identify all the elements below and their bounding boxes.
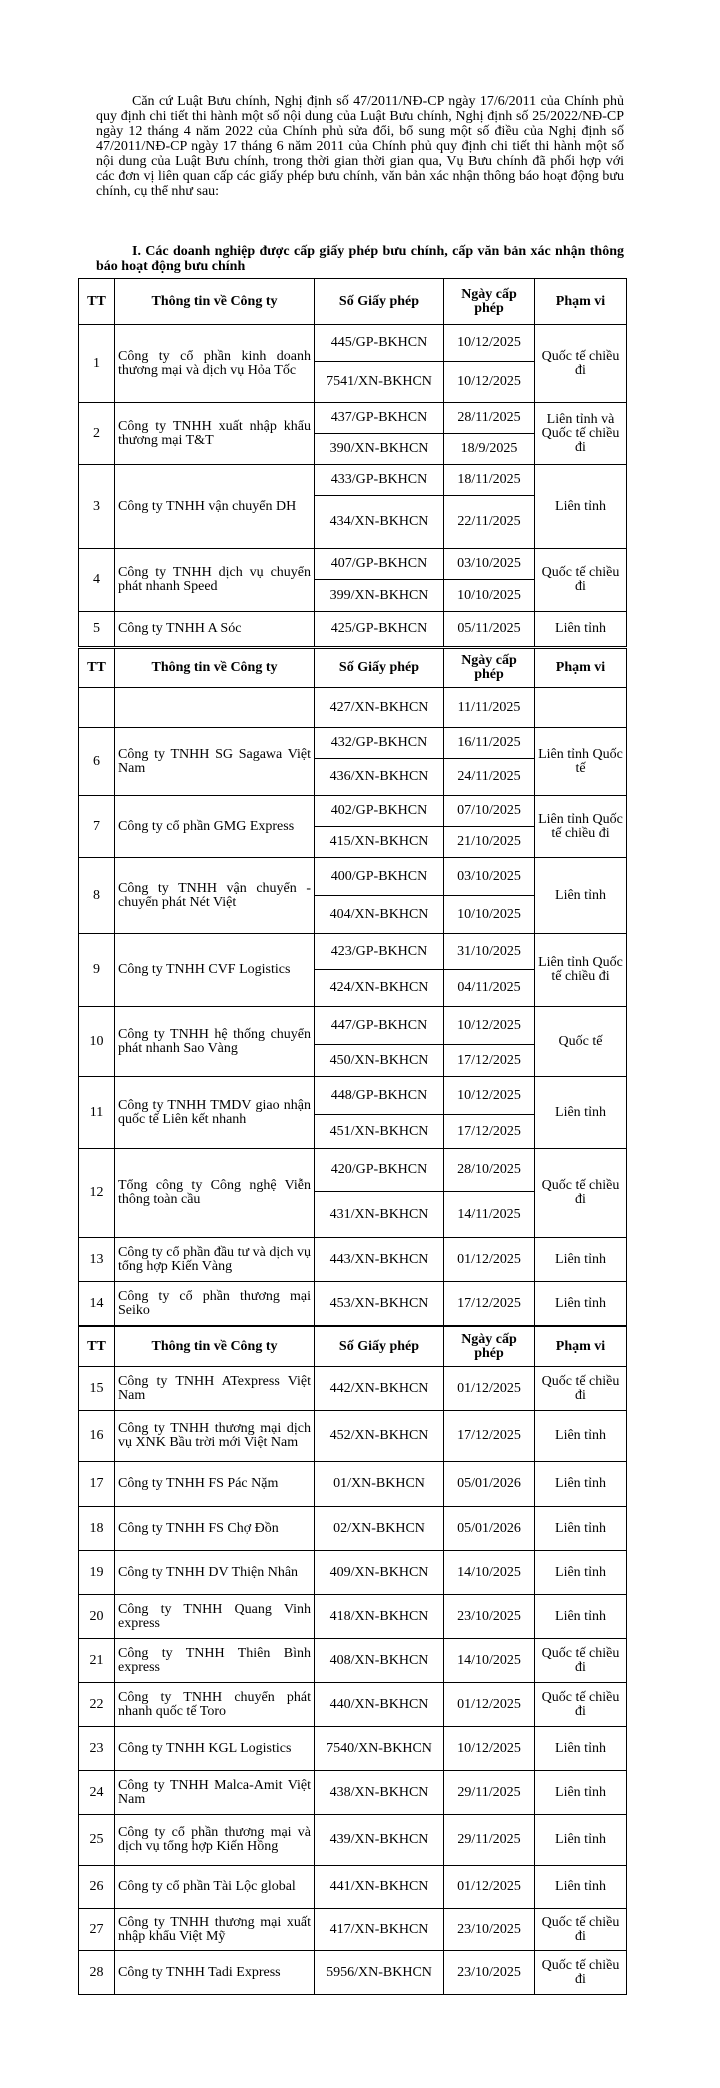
company-name: Tổng công ty Công nghệ Viễn thông toàn cầu — [115, 1149, 315, 1238]
license-number: 408/XN-BKHCN — [315, 1639, 444, 1683]
company-name: Công ty TNHH Malca-Amit Việt Nam — [115, 1771, 315, 1815]
scope: Liên tỉnh và Quốc tế chiều đi — [535, 403, 627, 465]
scope — [535, 688, 627, 728]
scope: Liên tỉnh — [535, 1866, 627, 1909]
table-row — [79, 1771, 627, 1815]
table-header-row — [79, 279, 627, 325]
company-name: Công ty TNHH chuyển phát nhanh quốc tế Toro — [115, 1683, 315, 1727]
company-name: Công ty TNHH ATexpress Việt Nam — [115, 1367, 315, 1411]
row-number: 22 — [79, 1683, 115, 1727]
license-number: 404/XN-BKHCN — [315, 896, 444, 934]
issue-date: 01/12/2025 — [444, 1367, 535, 1411]
table-row — [79, 612, 627, 647]
company-name: Công ty TNHH DV Thiện Nhân — [115, 1551, 315, 1595]
license-number: 436/XN-BKHCN — [315, 759, 444, 796]
license-number: 415/XN-BKHCN — [315, 827, 444, 858]
license-number: 424/XN-BKHCN — [315, 970, 444, 1007]
table-row — [79, 1866, 627, 1909]
company-name: Công ty TNHH CVF Logistics — [115, 934, 315, 1007]
issue-date: 18/11/2025 — [444, 465, 535, 496]
scope: Liên tỉnh — [535, 858, 627, 934]
row-number: 3 — [79, 465, 115, 549]
issue-date: 23/10/2025 — [444, 1595, 535, 1639]
header-scope: Phạm vi — [535, 279, 627, 325]
table-row — [79, 1149, 627, 1192]
scope: Liên tỉnh Quốc tế — [535, 728, 627, 796]
table-row — [79, 1507, 627, 1551]
issue-date: 11/11/2025 — [444, 688, 535, 728]
license-number: 431/XN-BKHCN — [315, 1192, 444, 1238]
table-row — [79, 796, 627, 827]
license-number: 7540/XN-BKHCN — [315, 1727, 444, 1771]
license-number: 7541/XN-BKHCN — [315, 362, 444, 403]
company-name: Công ty TNHH A Sóc — [115, 612, 315, 647]
license-table — [78, 648, 627, 1326]
scope: Liên tỉnh — [535, 1282, 627, 1326]
row-number: 1 — [79, 325, 115, 403]
license-number: 01/XN-BKHCN — [315, 1462, 444, 1507]
row-number: 20 — [79, 1595, 115, 1639]
license-number: 447/GP-BKHCN — [315, 1007, 444, 1045]
license-number: 440/XN-BKHCN — [315, 1683, 444, 1727]
issue-date: 10/12/2025 — [444, 1727, 535, 1771]
license-number: 443/XN-BKHCN — [315, 1238, 444, 1282]
issue-date: 16/11/2025 — [444, 728, 535, 759]
header-date: Ngày cấp phép — [444, 1327, 535, 1367]
issue-date: 21/10/2025 — [444, 827, 535, 858]
license-number: 417/XN-BKHCN — [315, 1909, 444, 1951]
license-number: 451/XN-BKHCN — [315, 1115, 444, 1149]
license-number: 423/GP-BKHCN — [315, 934, 444, 970]
header-scope: Phạm vi — [535, 1327, 627, 1367]
issue-date: 14/10/2025 — [444, 1551, 535, 1595]
table-row — [79, 1551, 627, 1595]
row-number: 9 — [79, 934, 115, 1007]
scope: Liên tỉnh — [535, 1727, 627, 1771]
table-row — [79, 549, 627, 580]
table-row — [79, 1595, 627, 1639]
row-number: 12 — [79, 1149, 115, 1238]
issue-date: 17/12/2025 — [444, 1045, 535, 1077]
company-name: Công ty TNHH hệ thống chuyển phát nhanh Sao Vàng — [115, 1007, 315, 1077]
scope: Liên tỉnh — [535, 1411, 627, 1462]
scope: Quốc tế — [535, 1007, 627, 1077]
row-number — [79, 688, 115, 728]
row-number: 4 — [79, 549, 115, 612]
table-row — [79, 1462, 627, 1507]
row-number: 11 — [79, 1077, 115, 1149]
company-name: Công ty TNHH xuất nhập khẩu thương mại T&T — [115, 403, 315, 465]
license-number: 452/XN-BKHCN — [315, 1411, 444, 1462]
company-name: Công ty TNHH Tadi Express — [115, 1951, 315, 1995]
company-name: Công ty TNHH Thiên Bình express — [115, 1639, 315, 1683]
license-number: 441/XN-BKHCN — [315, 1866, 444, 1909]
company-name — [115, 688, 315, 728]
table-row — [79, 934, 627, 970]
header-license: Số Giấy phép — [315, 649, 444, 688]
company-name: Công ty TNHH SG Sagawa Việt Nam — [115, 728, 315, 796]
row-number: 25 — [79, 1815, 115, 1866]
issue-date: 04/11/2025 — [444, 970, 535, 1007]
table-row — [79, 465, 627, 496]
table-row — [79, 1683, 627, 1727]
row-number: 28 — [79, 1951, 115, 1995]
row-number: 8 — [79, 858, 115, 934]
scope: Liên tỉnh — [535, 465, 627, 549]
scope: Liên tỉnh — [535, 1238, 627, 1282]
issue-date: 17/12/2025 — [444, 1411, 535, 1462]
license-number: 390/XN-BKHCN — [315, 434, 444, 465]
scope: Liên tỉnh — [535, 1462, 627, 1507]
scope: Liên tỉnh Quốc tế chiều đi — [535, 934, 627, 1007]
row-number: 16 — [79, 1411, 115, 1462]
issue-date: 23/10/2025 — [444, 1951, 535, 1995]
row-number: 17 — [79, 1462, 115, 1507]
company-name: Công ty TNHH vận chuyển - chuyển phát Nét Việt — [115, 858, 315, 934]
scope: Liên tỉnh — [535, 1595, 627, 1639]
scope: Liên tỉnh — [535, 1815, 627, 1866]
license-number: 399/XN-BKHCN — [315, 580, 444, 612]
company-name: Công ty TNHH TMDV giao nhận quốc tế Liên kết nhanh — [115, 1077, 315, 1149]
issue-date: 10/12/2025 — [444, 325, 535, 362]
scope: Liên tỉnh — [535, 612, 627, 647]
issue-date: 31/10/2025 — [444, 934, 535, 970]
license-number: 448/GP-BKHCN — [315, 1077, 444, 1115]
table-row — [79, 1077, 627, 1115]
intro-paragraph: Căn cứ Luật Bưu chính, Nghị định số 47/2011/NĐ-CP ngày 17/6/2011 của Chính phủ quy định chi tiết thi hành một số nội dung của Luật Bưu chính, Nghị định số 25/2022/NĐ-CP ngày 12 tháng 4 năm 2022 của Chính phủ sửa đổi, bổ sung một số điều của Nghị định số 47/2011/NĐ-CP ngày 17 tháng 6 năm 2011 của Chính phủ quy định chi tiết thi hành một số nội dung của Luật Bưu chính, trong thời gian thời gian qua, Vụ Bưu chính đã phối hợp với các đơn vị liên quan cấp các giấy phép bưu chính, văn bản xác nhận thông báo hoạt động bưu chính, cụ thể như sau: — [96, 94, 624, 199]
row-number: 26 — [79, 1866, 115, 1909]
scope: Quốc tế chiều đi — [535, 1909, 627, 1951]
row-number: 18 — [79, 1507, 115, 1551]
issue-date: 17/12/2025 — [444, 1115, 535, 1149]
license-number: 445/GP-BKHCN — [315, 325, 444, 362]
scope: Liên tỉnh — [535, 1551, 627, 1595]
row-number: 6 — [79, 728, 115, 796]
company-name: Công ty cổ phần kinh doanh thương mại và dịch vụ Hỏa Tốc — [115, 325, 315, 403]
license-number: 453/XN-BKHCN — [315, 1282, 444, 1326]
scope: Quốc tế chiều đi — [535, 549, 627, 612]
table-row — [79, 1909, 627, 1951]
scope: Liên tỉnh — [535, 1507, 627, 1551]
issue-date: 07/10/2025 — [444, 796, 535, 827]
company-name: Công ty TNHH KGL Logistics — [115, 1727, 315, 1771]
company-name: Công ty TNHH FS Pác Nặm — [115, 1462, 315, 1507]
license-number: 437/GP-BKHCN — [315, 403, 444, 434]
issue-date: 23/10/2025 — [444, 1909, 535, 1951]
license-table — [78, 1326, 627, 1995]
issue-date: 01/12/2025 — [444, 1683, 535, 1727]
license-number: 442/XN-BKHCN — [315, 1367, 444, 1411]
issue-date: 01/12/2025 — [444, 1866, 535, 1909]
header-tt: TT — [79, 279, 115, 325]
license-number: 02/XN-BKHCN — [315, 1507, 444, 1551]
scope: Quốc tế chiều đi — [535, 1683, 627, 1727]
company-name: Công ty cổ phần thương mại Seiko — [115, 1282, 315, 1326]
header-tt: TT — [79, 649, 115, 688]
header-license: Số Giấy phép — [315, 1327, 444, 1367]
company-name: Công ty TNHH thương mại dịch vụ XNK Bầu trời mới Việt Nam — [115, 1411, 315, 1462]
issue-date: 05/01/2026 — [444, 1507, 535, 1551]
table-row — [79, 1411, 627, 1462]
section-heading: I. Các doanh nghiệp được cấp giấy phép bưu chính, cấp văn bản xác nhận thông báo hoạt động bưu chính — [96, 244, 624, 274]
issue-date: 10/12/2025 — [444, 1077, 535, 1115]
table-row — [79, 1282, 627, 1326]
issue-date: 10/10/2025 — [444, 580, 535, 612]
company-name: Công ty TNHH thương mại xuất nhập khẩu Việt Mỹ — [115, 1909, 315, 1951]
scope: Quốc tế chiều đi — [535, 1149, 627, 1238]
license-number: 439/XN-BKHCN — [315, 1815, 444, 1866]
table-row — [79, 728, 627, 759]
license-number: 438/XN-BKHCN — [315, 1771, 444, 1815]
issue-date: 28/11/2025 — [444, 403, 535, 434]
row-number: 23 — [79, 1727, 115, 1771]
table-row — [79, 1951, 627, 1995]
row-number: 2 — [79, 403, 115, 465]
issue-date: 29/11/2025 — [444, 1771, 535, 1815]
issue-date: 14/10/2025 — [444, 1639, 535, 1683]
license-number: 433/GP-BKHCN — [315, 465, 444, 496]
table-row — [79, 1238, 627, 1282]
table-row — [79, 325, 627, 362]
license-number: 409/XN-BKHCN — [315, 1551, 444, 1595]
license-table — [78, 278, 627, 647]
license-number: 434/XN-BKHCN — [315, 496, 444, 549]
header-company: Thông tin về Công ty — [115, 649, 315, 688]
issue-date: 29/11/2025 — [444, 1815, 535, 1866]
license-number: 402/GP-BKHCN — [315, 796, 444, 827]
header-date: Ngày cấp phép — [444, 279, 535, 325]
header-license: Số Giấy phép — [315, 279, 444, 325]
scope: Liên tỉnh — [535, 1077, 627, 1149]
company-name: Công ty TNHH Quang Vinh express — [115, 1595, 315, 1639]
license-number: 420/GP-BKHCN — [315, 1149, 444, 1192]
license-number: 418/XN-BKHCN — [315, 1595, 444, 1639]
scope: Quốc tế chiều đi — [535, 325, 627, 403]
issue-date: 10/10/2025 — [444, 896, 535, 934]
issue-date: 24/11/2025 — [444, 759, 535, 796]
issue-date: 17/12/2025 — [444, 1282, 535, 1326]
row-number: 10 — [79, 1007, 115, 1077]
issue-date: 01/12/2025 — [444, 1238, 535, 1282]
table-row — [79, 1367, 627, 1411]
row-number: 21 — [79, 1639, 115, 1683]
table-header-row — [79, 649, 627, 688]
table-row — [79, 1639, 627, 1683]
issue-date: 28/10/2025 — [444, 1149, 535, 1192]
issue-date: 14/11/2025 — [444, 1192, 535, 1238]
license-number: 400/GP-BKHCN — [315, 858, 444, 896]
row-number: 27 — [79, 1909, 115, 1951]
company-name: Công ty TNHH FS Chợ Đồn — [115, 1507, 315, 1551]
scope: Quốc tế chiều đi — [535, 1639, 627, 1683]
issue-date: 18/9/2025 — [444, 434, 535, 465]
row-number: 7 — [79, 796, 115, 858]
license-number: 425/GP-BKHCN — [315, 612, 444, 647]
scope: Quốc tế chiều đi — [535, 1367, 627, 1411]
table-row — [79, 1727, 627, 1771]
scope: Liên tỉnh — [535, 1771, 627, 1815]
license-number: 427/XN-BKHCN — [315, 688, 444, 728]
license-number: 5956/XN-BKHCN — [315, 1951, 444, 1995]
table-row — [79, 1007, 627, 1045]
company-name: Công ty TNHH vận chuyển DH — [115, 465, 315, 549]
issue-date: 03/10/2025 — [444, 549, 535, 580]
scope: Liên tỉnh Quốc tế chiều đi — [535, 796, 627, 858]
issue-date: 05/01/2026 — [444, 1462, 535, 1507]
issue-date: 10/12/2025 — [444, 362, 535, 403]
table-row — [79, 688, 627, 728]
company-name: Công ty cổ phần thương mại và dịch vụ tổng hợp Kiến Hồng — [115, 1815, 315, 1866]
issue-date: 10/12/2025 — [444, 1007, 535, 1045]
header-company: Thông tin về Công ty — [115, 279, 315, 325]
license-number: 432/GP-BKHCN — [315, 728, 444, 759]
issue-date: 22/11/2025 — [444, 496, 535, 549]
row-number: 24 — [79, 1771, 115, 1815]
header-scope: Phạm vi — [535, 649, 627, 688]
company-name: Công ty cổ phần GMG Express — [115, 796, 315, 858]
header-date: Ngày cấp phép — [444, 649, 535, 688]
row-number: 14 — [79, 1282, 115, 1326]
table-row — [79, 403, 627, 434]
header-tt: TT — [79, 1327, 115, 1367]
company-name: Công ty TNHH dịch vụ chuyển phát nhanh Speed — [115, 549, 315, 612]
header-company: Thông tin về Công ty — [115, 1327, 315, 1367]
license-number: 407/GP-BKHCN — [315, 549, 444, 580]
row-number: 15 — [79, 1367, 115, 1411]
table-row — [79, 1815, 627, 1866]
table-header-row — [79, 1327, 627, 1367]
issue-date: 03/10/2025 — [444, 858, 535, 896]
row-number: 19 — [79, 1551, 115, 1595]
table-row — [79, 858, 627, 896]
row-number: 13 — [79, 1238, 115, 1282]
issue-date: 05/11/2025 — [444, 612, 535, 647]
company-name: Công ty cổ phần Tài Lộc global — [115, 1866, 315, 1909]
scope: Quốc tế chiều đi — [535, 1951, 627, 1995]
license-number: 450/XN-BKHCN — [315, 1045, 444, 1077]
company-name: Công ty cổ phần đầu tư và dịch vụ tổng hợp Kiến Vàng — [115, 1238, 315, 1282]
row-number: 5 — [79, 612, 115, 647]
